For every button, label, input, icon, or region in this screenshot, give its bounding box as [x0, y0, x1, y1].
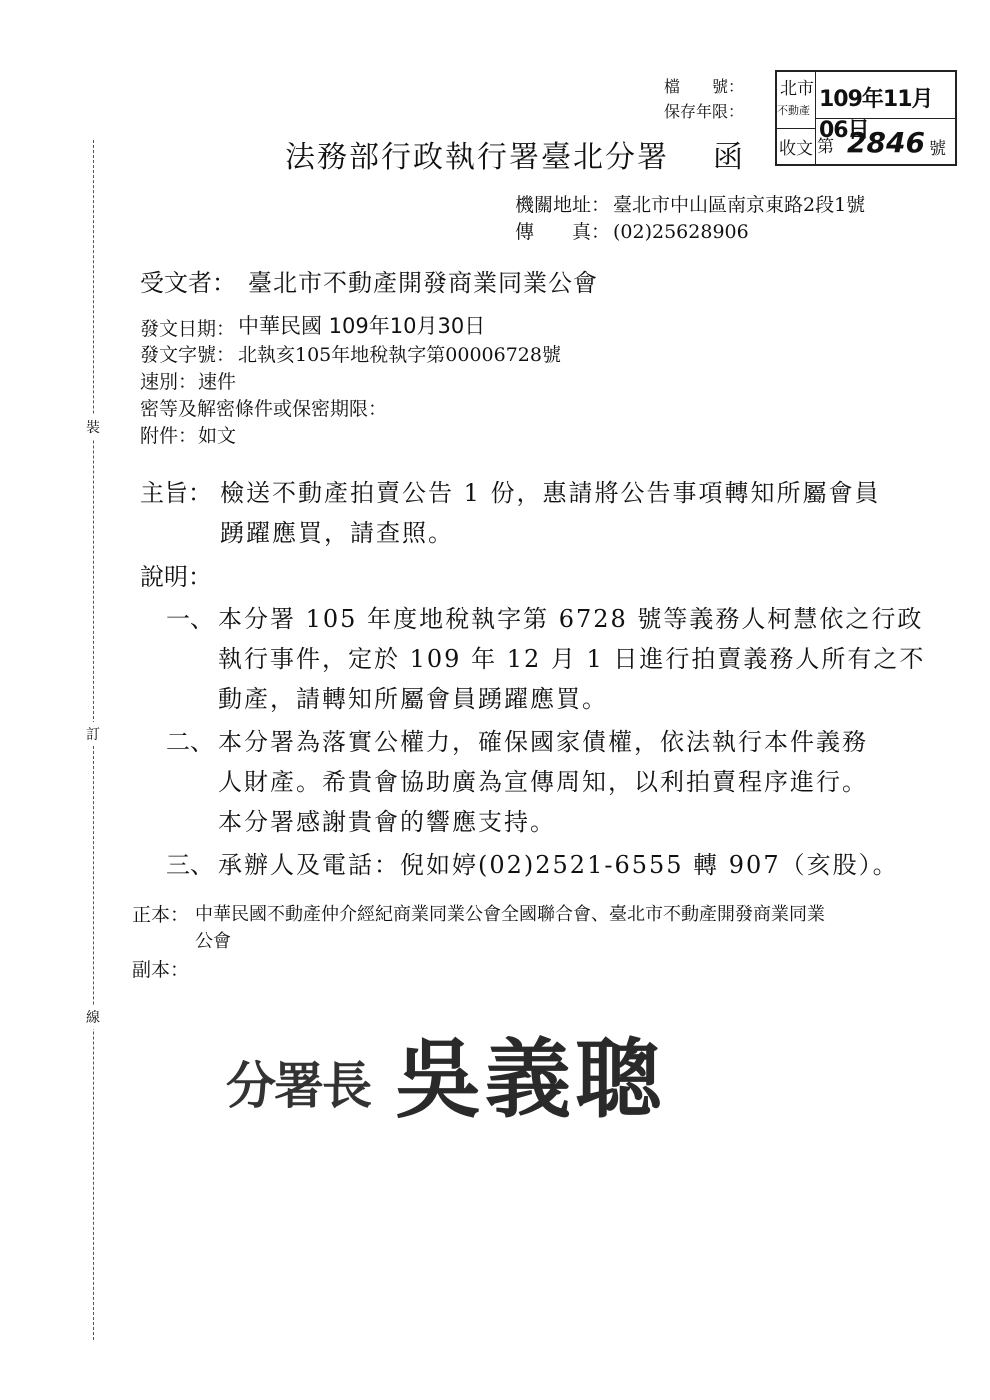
retention-period-label: 保存年限： [664, 102, 745, 121]
item-line: 承辦人及電話：倪如婷(02)2521-6555 轉 907（亥股）。 [218, 851, 899, 879]
secrecy-label: 密等及解密條件或保密期限： [140, 398, 388, 420]
item-number: 三、 [166, 851, 214, 879]
speed-value: 速件 [198, 371, 237, 393]
reference-number: 北執亥105年地稅執字第00006728號 [238, 344, 561, 366]
recipient-label: 受文者： [140, 269, 236, 297]
item-line: 本分署感謝貴會的響應支持。 [218, 808, 556, 836]
address: 臺北市中山區南京東路2段1號 [613, 194, 866, 216]
file-number-label: 檔 號： [664, 77, 745, 96]
stamp-divider [777, 128, 815, 129]
binding-label-mid: 訂 [83, 722, 103, 746]
speed-label: 速別： [140, 371, 198, 393]
fax-label: 傳 真： [515, 221, 611, 243]
stamp-office-mid: 不動產 [777, 104, 810, 117]
stamp-number: 2846 [847, 126, 925, 159]
receipt-stamp [775, 70, 957, 166]
item-line: 人財產。希貴會協助廣為宣傳周知，以利拍賣程序進行。 [218, 768, 868, 796]
address-label: 機關地址： [515, 194, 611, 216]
primary-recipient-label: 正本： [132, 904, 190, 926]
item-line: 本分署為落實公權力，確保國家債權，依法執行本件義務 [218, 728, 868, 756]
agency-title: 法務部行政執行署臺北分署 [285, 140, 669, 175]
stamp-number-suffix: 號 [929, 139, 946, 159]
reference-label: 發文字號： [140, 344, 236, 366]
stamp-receipt-label: 收文 [779, 139, 813, 159]
subject-label: 主旨： [140, 479, 212, 507]
stamp-number-prefix: 第 [817, 137, 834, 157]
issue-date-label: 發文日期： [140, 318, 236, 340]
stamp-office-top: 北市 [780, 79, 814, 99]
item-line: 本分署 105 年度地稅執字第 6728 號等義務人柯慧依之行政 [218, 605, 924, 633]
document-type: 函 [713, 140, 745, 175]
fax-number: (02)25628906 [613, 221, 749, 243]
attachment-label: 附件： [140, 425, 198, 447]
item-number: 二、 [166, 728, 214, 756]
attachment-value: 如文 [198, 425, 237, 447]
binding-label-top: 裝 [83, 415, 103, 439]
stamp-date: 109年11月06日 [819, 87, 933, 143]
copy-recipient-label: 副本： [132, 959, 190, 981]
signature-title: 分署長 [226, 1057, 370, 1115]
item-line: 動產，請轉知所屬會員踴躍應買。 [218, 685, 608, 713]
primary-recipients-cont: 公會 [195, 931, 231, 952]
binding-label-bottom: 線 [83, 1005, 103, 1029]
item-number: 一、 [166, 605, 214, 633]
issue-date: 中華民國 109年10月30日 [238, 314, 486, 338]
subject-line-1: 檢送不動產拍賣公告 1 份，惠請將公告事項轉知所屬會員 [220, 479, 881, 507]
recipient-name: 臺北市不動產開發商業同業公會 [248, 269, 598, 297]
explanation-label: 說明： [140, 563, 212, 591]
primary-recipients: 中華民國不動產仲介經紀商業同業公會全國聯合會、臺北市不動產開發商業同業 [195, 904, 825, 925]
subject-line-2: 踴躍應買，請查照。 [220, 519, 454, 547]
signature-name: 吳義聰 [395, 1029, 665, 1130]
item-line: 執行事件，定於 109 年 12 月 1 日進行拍賣義務人所有之不 [218, 645, 926, 673]
